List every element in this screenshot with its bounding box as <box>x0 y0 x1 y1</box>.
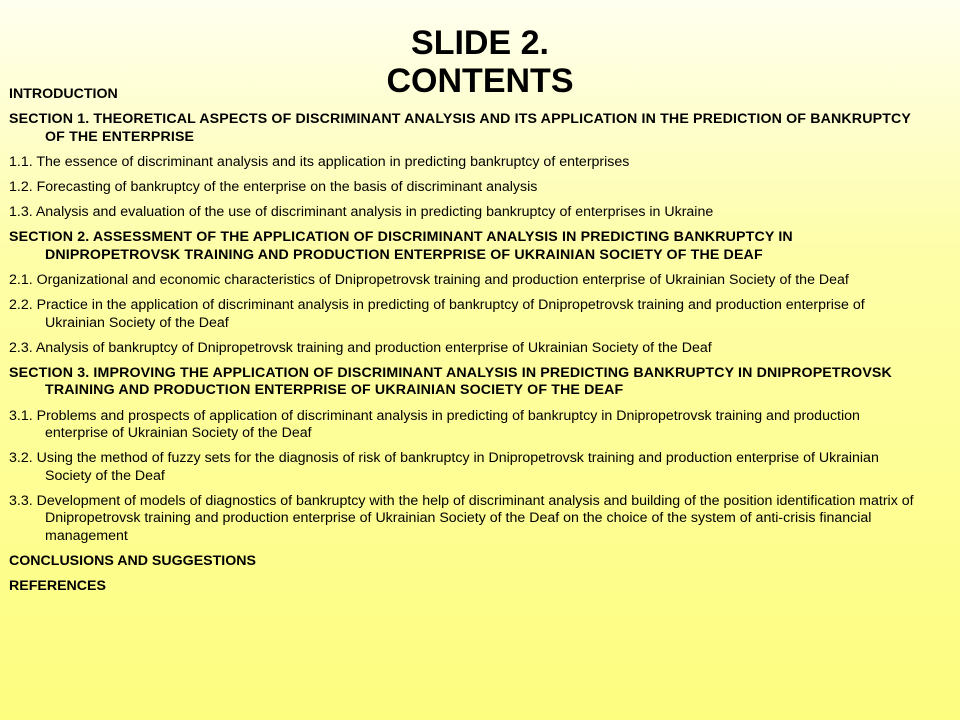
title-line-2: CONTENTS <box>386 62 574 100</box>
toc-item-1-2: 1.2. Forecasting of bankruptcy of the enterprise on the basis of discriminant analysis <box>9 179 538 196</box>
toc-references: REFERENCES <box>9 578 106 595</box>
toc-conclusions: CONCLUSIONS AND SUGGESTIONS <box>9 552 256 569</box>
toc-item-3-2: 3.2. Using the method of fuzzy sets for the diagnosis of risk of bankruptcy in Dnipropetrovsk training and production enterprise of Ukrainian Society of the Deaf <box>9 450 879 484</box>
toc-introduction: INTRODUCTION <box>9 86 118 102</box>
title-line-1: SLIDE 2. <box>411 24 549 62</box>
toc-section-1: SECTION 1. THEORETICAL ASPECTS OF DISCRIMINANT ANALYSIS AND ITS APPLICATION IN THE PREDICTION OF BANKRUPTCY OF THE ENTERPRISE <box>9 111 911 145</box>
toc-item-1-3: 1.3. Analysis and evaluation of the use of discriminant analysis in predicting bankruptcy of enterprises in Ukraine <box>9 204 714 221</box>
table-of-contents <box>9 86 914 603</box>
toc-section-3: SECTION 3. IMPROVING THE APPLICATION OF DISCRIMINANT ANALYSIS IN PREDICTING BANKRUPTCY IN DNIPROPETROVSK TRAINING AND PRODUCTION ENTERPRISE OF UKRAINIAN SOCIETY OF THE DEAF <box>9 365 892 399</box>
toc-item-2-1: 2.1. Organizational and economic characteristics of Dnipropetrovsk training and production enterprise of Ukrainian Society of the Deaf <box>9 272 849 289</box>
toc-item-2-2: 2.2. Practice in the application of discriminant analysis in predicting of bankruptcy of Dnipropetrovsk training and production enterprise of Ukrainian Society of the Deaf <box>9 297 865 331</box>
toc-item-3-1: 3.1. Problems and prospects of application of discriminant analysis in predicting of bankruptcy in Dnipropetrovsk training and production enterprise of Ukrainian Society of the Deaf <box>9 407 860 442</box>
toc-item-2-3: 2.3. Analysis of bankruptcy of Dnipropetrovsk training and production enterprise of Ukrainian Society of the Deaf <box>9 339 712 356</box>
toc-item-3-3: 3.3. Development of models of diagnostics of bankruptcy with the help of discriminant analysis and building of the position identification matrix of Dnipropetrovsk training and production enterprise of Ukrainian Society of the Deaf on the choice of the system of anti-crisis financial management <box>9 492 914 544</box>
toc-section-2: SECTION 2. ASSESSMENT OF THE APPLICATION OF DISCRIMINANT ANALYSIS IN PREDICTING BANKRUPTCY IN DNIPROPETROVSK TRAINING AND PRODUCTION ENTERPRISE OF UKRAINIAN SOCIETY OF THE DEAF <box>9 229 793 263</box>
toc-item-1-1: 1.1. The essence of discriminant analysis and its application in predicting bankruptcy of enterprises <box>9 153 630 170</box>
